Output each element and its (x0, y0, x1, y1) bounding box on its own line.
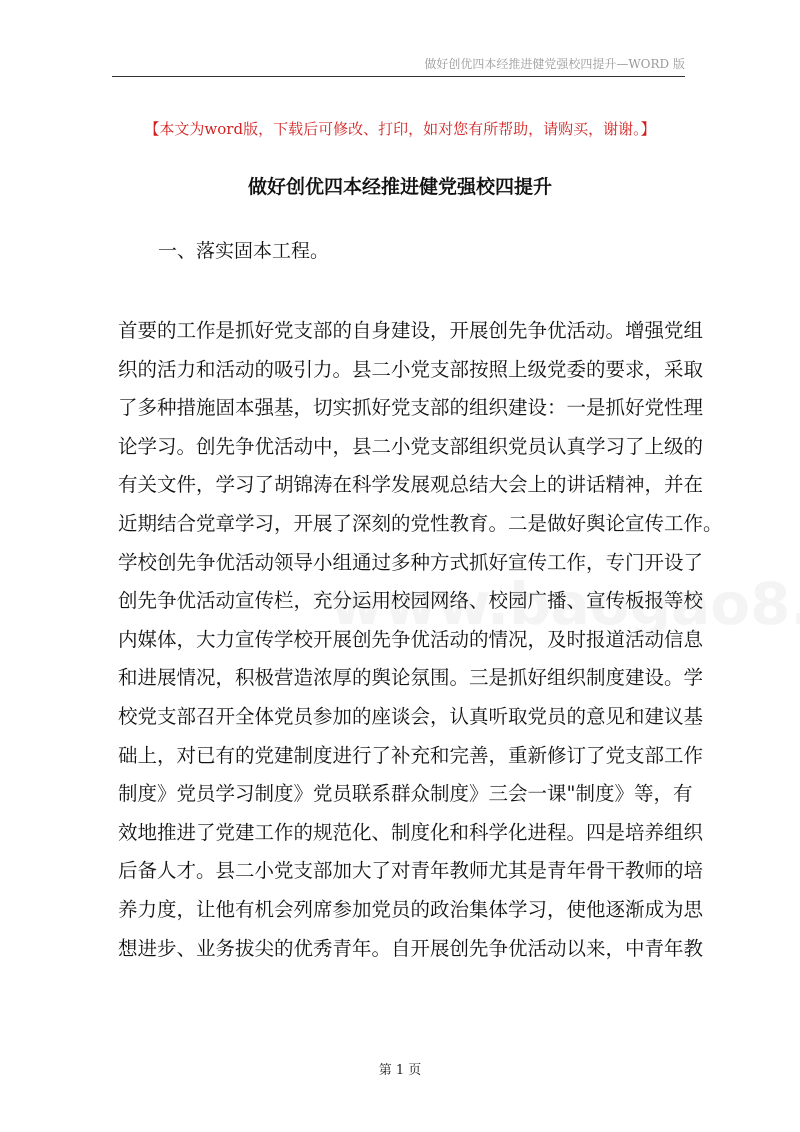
purchase-notice: 【本文为word版，下载后可修改、打印，如对您有所帮助，请购买，谢谢。】 (144, 120, 656, 138)
body-line: 学校创先争优活动领导小组通过多种方式抓好宣传工作，专门开设了 (118, 550, 704, 574)
body-line: 创先争优活动宣传栏，充分运用校园网络、校园广播、宣传板报等校 (118, 589, 704, 613)
body-line: 织的活力和活动的吸引力。县二小党支部按照上级党委的要求，采取 (118, 357, 704, 381)
section-heading: 一、落实固本工程。 (158, 240, 330, 262)
body-line: 有关文件，学习了胡锦涛在科学发展观总结大会上的讲话精神，并在 (118, 473, 704, 497)
document-title: 做好创优四本经推进健党强校四提升 (247, 176, 552, 198)
body-line: 和进展情况，积极营造浓厚的舆论氛围。三是抓好组织制度建设。学 (118, 666, 704, 690)
body-line: 效地推进了党建工作的规范化、制度化和科学化进程。四是培养组织 (118, 820, 704, 844)
body-line: 养力度，让他有机会列席参加党员的政治集体学习，使他逐渐成为思 (118, 897, 704, 921)
body-line: 了多种措施固本强基，切实抓好党支部的组织建设：一是抓好党性理 (118, 396, 704, 420)
page-header (112, 52, 685, 77)
body-line: 础上，对已有的党建制度进行了补充和完善，重新修订了党支部工作 (118, 743, 704, 767)
body-line: 校党支部召开全体党员参加的座谈会，认真听取党员的意见和建议基 (118, 704, 704, 728)
body-line: 论学习。创先争优活动中，县二小党支部组织党员认真学习了上级的 (118, 434, 704, 458)
page-number: 第 1 页 (378, 1063, 422, 1078)
body-paragraph (118, 312, 723, 968)
header-text: 做好创优四本经推进健党强校四提升—WORD 版 (424, 57, 685, 71)
body-line: 想进步、业务拔尖的优秀青年。自开展创先争优活动以来，中青年教 (118, 936, 704, 960)
body-line: 首要的工作是抓好党支部的自身建设，开展创先争优活动。增强党组 (118, 319, 704, 342)
body-line: 内媒体，大力宣传学校开展创先争优活动的情况，及时报道活动信息 (118, 627, 704, 651)
body-line: 后备人才。县二小党支部加大了对青年教师尤其是青年骨干教师的培 (118, 859, 704, 883)
body-line: 制度》党员学习制度》党员联系群众制度》三会一课"制度》等，有 (118, 782, 693, 806)
body-line: 近期结合党章学习，开展了深刻的党性教育。二是做好舆论宣传工作。 (118, 511, 723, 535)
